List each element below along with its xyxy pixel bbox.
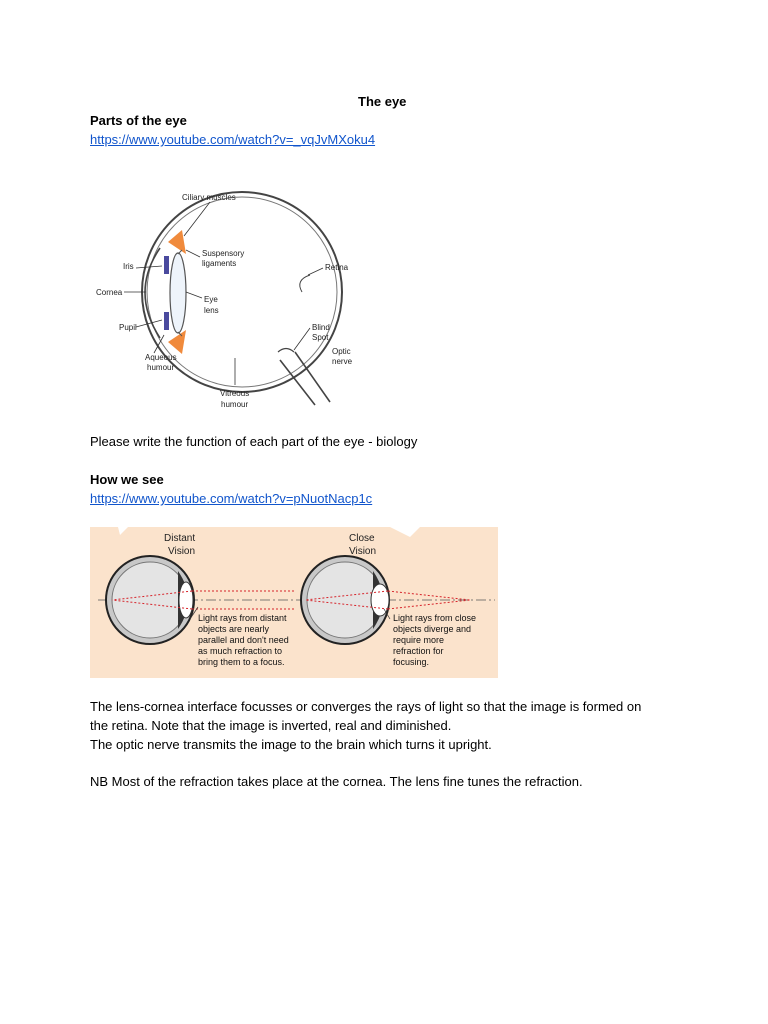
paragraph-line-2: the retina. Note that the image is inverted, real and diminished. xyxy=(90,718,452,733)
label-blind-spot-1: Blind xyxy=(312,323,330,332)
close-caption-5: focusing. xyxy=(393,657,430,667)
eye-lens xyxy=(170,253,186,333)
distant-title-1: Distant xyxy=(164,533,196,544)
page-title: The eye xyxy=(358,94,407,109)
label-pupil: Pupil xyxy=(119,323,137,332)
label-retina: Retina xyxy=(325,263,349,272)
distant-caption-2: objects are nearly xyxy=(198,624,270,634)
label-ciliary-muscles: Ciliary muscles xyxy=(182,193,236,202)
label-aqueous-2: humour xyxy=(147,363,175,372)
youtube-link-how-we-see[interactable]: https://www.youtube.com/watch?v=pNuotNacp1c xyxy=(90,491,373,506)
section-heading-parts: Parts of the eye xyxy=(90,113,187,128)
label-eye-lens-1: Eye xyxy=(204,295,218,304)
distant-caption-1: Light rays from distant xyxy=(198,613,287,623)
close-vision-eye xyxy=(301,556,389,644)
label-optic-nerve-1: Optic xyxy=(332,347,351,356)
close-caption-4: refraction for xyxy=(393,646,444,656)
close-caption-3: require more xyxy=(393,635,445,645)
eye-anatomy-diagram xyxy=(90,180,370,415)
label-suspensory-2: ligaments xyxy=(202,259,237,268)
paragraph-line-1: The lens-cornea interface focusses or converges the rays of light so that the image is formed on xyxy=(90,699,642,714)
paragraph-line-3: The optic nerve transmits the image to the brain which turns it upright. xyxy=(90,737,492,752)
label-blind-spot-2: Spot xyxy=(312,333,329,342)
label-iris: Iris xyxy=(123,262,134,271)
iris-bottom xyxy=(164,312,169,330)
vision-diagram xyxy=(90,527,498,678)
close-title-2: Vision xyxy=(349,546,377,557)
label-cornea: Cornea xyxy=(96,288,123,297)
youtube-link-parts[interactable]: https://www.youtube.com/watch?v=_vqJvMXoku4 xyxy=(90,132,376,147)
label-vitreous-1: Vitreous xyxy=(220,389,250,398)
label-aqueous-1: Aqueous xyxy=(145,353,177,362)
section-heading-how-we-see: How we see xyxy=(90,472,164,487)
distant-title-2: Vision xyxy=(168,546,196,557)
label-eye-lens-2: lens xyxy=(204,306,219,315)
note-text: NB Most of the refraction takes place at the cornea. The lens fine tunes the refraction. xyxy=(90,774,583,789)
distant-caption-5: bring them to a focus. xyxy=(198,657,285,667)
close-title-1: Close xyxy=(349,533,375,544)
close-caption-1: Light rays from close xyxy=(393,613,477,623)
distant-caption-3: parallel and don't need xyxy=(198,635,289,645)
instruction-text: Please write the function of each part of the eye - biology xyxy=(90,434,418,449)
distant-caption-4: as much refraction to xyxy=(198,646,283,656)
label-optic-nerve-2: nerve xyxy=(332,357,353,366)
label-suspensory-1: Suspensory xyxy=(202,249,245,258)
distant-vision-eye xyxy=(106,556,194,644)
close-caption-2: objects diverge and xyxy=(393,624,472,634)
label-vitreous-2: humour xyxy=(221,400,249,409)
iris-top xyxy=(164,256,169,274)
